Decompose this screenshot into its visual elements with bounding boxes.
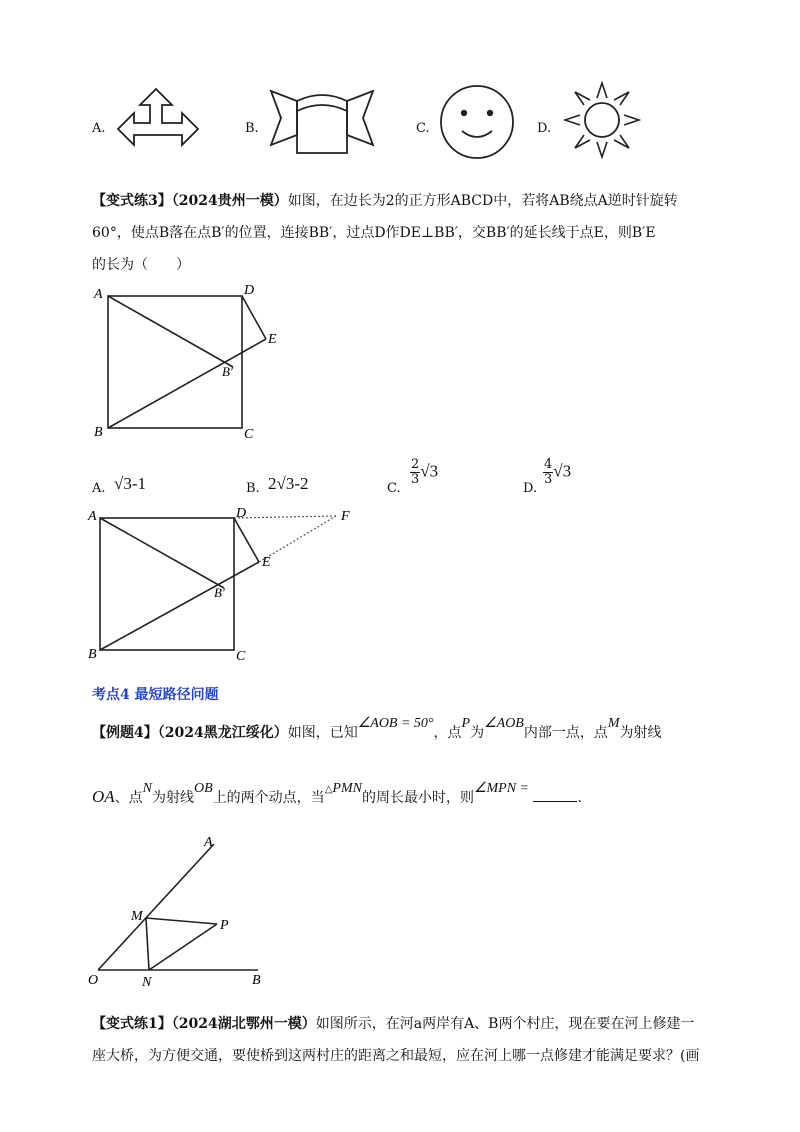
example-4-tag: 【例题4】	[92, 725, 158, 741]
fig3s-label-f: F	[341, 509, 350, 524]
option-d-sun-figure	[563, 78, 641, 162]
example-4-source: （2024黑龙江绥化）	[157, 725, 288, 741]
fig4-label-p: P	[220, 918, 229, 933]
fig3-label-bprime: B′	[222, 364, 233, 379]
ex4-text-5: 为射线	[619, 725, 662, 741]
ex3-option-b-value: 2√3-2	[268, 474, 309, 493]
ex3-option-d-label: D.	[523, 481, 538, 496]
example-4-line2	[92, 782, 732, 815]
ex4-answer-blank	[533, 787, 577, 802]
fig3-label-c: C	[244, 427, 254, 442]
ex4-math-oa: OA	[92, 787, 115, 806]
ex4-text-7: 为射线	[152, 790, 195, 806]
ex4-math-pmn: PMN	[332, 781, 362, 796]
ex4-math-ob: OB	[194, 781, 213, 796]
ex4-text-9: 的周长最小时，则	[361, 790, 474, 806]
option-b-label: B.	[245, 121, 259, 136]
ex3-option-c-label: C.	[387, 481, 401, 496]
fig3s-label-bprime: B′	[214, 585, 225, 600]
ex3-option-a-value: √3-1	[114, 474, 146, 493]
exercise-3-line3: 的长为（ ）	[92, 257, 190, 273]
option-c-label: C.	[416, 121, 430, 136]
example-4-line1	[92, 718, 732, 749]
exercise-3-line2: 60°，使点B落在点B′的位置，连接BB′，过点D作DE⊥BB′，交BB′的延长线于点E，则B′E	[92, 225, 656, 241]
fig4-label-n: N	[142, 975, 152, 990]
ex3-option-c-value	[410, 458, 438, 487]
ex3-option-d-numerator: 4	[544, 457, 553, 472]
option-c-smiley-figure	[436, 82, 518, 162]
ex3-option-a-label: A.	[92, 481, 106, 496]
ex4-math-angle-mpn: ∠MPN =	[473, 781, 530, 796]
fig4-label-b: B	[252, 973, 261, 988]
option-a-arrow-figure	[112, 85, 200, 160]
exercise-1-line1: 如图所示，在河a两岸有A、B两个村庄，现在要在河上修建一	[315, 1016, 695, 1032]
fig4-label-a: A	[204, 835, 213, 850]
fig3-label-d: D	[244, 283, 255, 298]
ex4-text-2: ，点	[433, 725, 462, 741]
ex4-math-m: M	[607, 716, 620, 731]
ex4-math-angle-aob-value: ∠AOB = 50°	[357, 716, 434, 731]
ex4-text-3: 为	[470, 725, 485, 741]
section-title: 考点4 最短路径问题	[92, 687, 219, 703]
ex4-text-10: .	[577, 790, 582, 806]
exercise-3-source: （2024贵州一模）	[171, 193, 288, 209]
ex3-option-c-numerator: 2	[411, 457, 420, 472]
fig3-label-e: E	[268, 332, 277, 347]
option-b-ribbon-figure	[263, 87, 381, 159]
fig4-label-o: O	[88, 973, 99, 988]
exercise-3-line1: 如图，在边长为2的正方形ABCD中，若将AB绕点A逆时针旋转	[287, 193, 678, 209]
ex4-text-4: 内部一点，点	[523, 725, 608, 741]
ex3-option-c-root: √3	[420, 461, 439, 481]
option-d-label: D.	[537, 121, 552, 136]
fig3s-label-d: D	[236, 506, 247, 521]
ex3-option-d-denominator: 3	[544, 472, 553, 487]
ex4-math-n: N	[142, 781, 153, 796]
ex4-math-p: P	[461, 716, 471, 731]
ex3-option-c-denominator: 3	[411, 472, 420, 487]
ex4-math-angle-aob: ∠AOB	[484, 716, 524, 731]
ex3-option-b-label: B.	[246, 481, 260, 496]
ex4-text-6: 、点	[114, 790, 143, 806]
exercise-3-tag: 【变式练3】	[92, 193, 172, 209]
fig3-label-b: B	[94, 425, 103, 440]
ex4-math-triangle-symbol: △	[324, 784, 333, 795]
exercise-1-tag: 【变式练1】	[92, 1016, 172, 1032]
exercise-1-source: （2024湖北鄂州一模）	[171, 1016, 316, 1032]
fig3s-label-c: C	[236, 649, 246, 664]
fig3s-label-b: B	[88, 647, 97, 662]
fig3s-label-a: A	[88, 509, 97, 524]
exercise-3-solution-figure	[84, 502, 374, 664]
ex4-text-8: 上的两个动点，当	[212, 790, 325, 806]
fig3s-label-e: E	[262, 555, 271, 570]
fig3-label-a: A	[94, 287, 103, 302]
fig4-label-m: M	[131, 909, 143, 924]
exercise-3-text	[92, 185, 712, 281]
exercise-1-line2: 座大桥，为方便交通，要使桥到这两村庄的距离之和最短，应在河上哪一点修建才能满足要求？(画	[92, 1048, 700, 1064]
option-a-label: A.	[92, 121, 106, 136]
ex4-text-1: 如图，已知	[287, 725, 358, 741]
ex3-option-d-value	[543, 458, 571, 487]
exercise-1-text	[92, 1008, 712, 1072]
exercise-3-figure-square	[88, 280, 288, 442]
example-4-figure-angle	[86, 830, 276, 990]
ex3-option-d-root: √3	[553, 461, 572, 481]
